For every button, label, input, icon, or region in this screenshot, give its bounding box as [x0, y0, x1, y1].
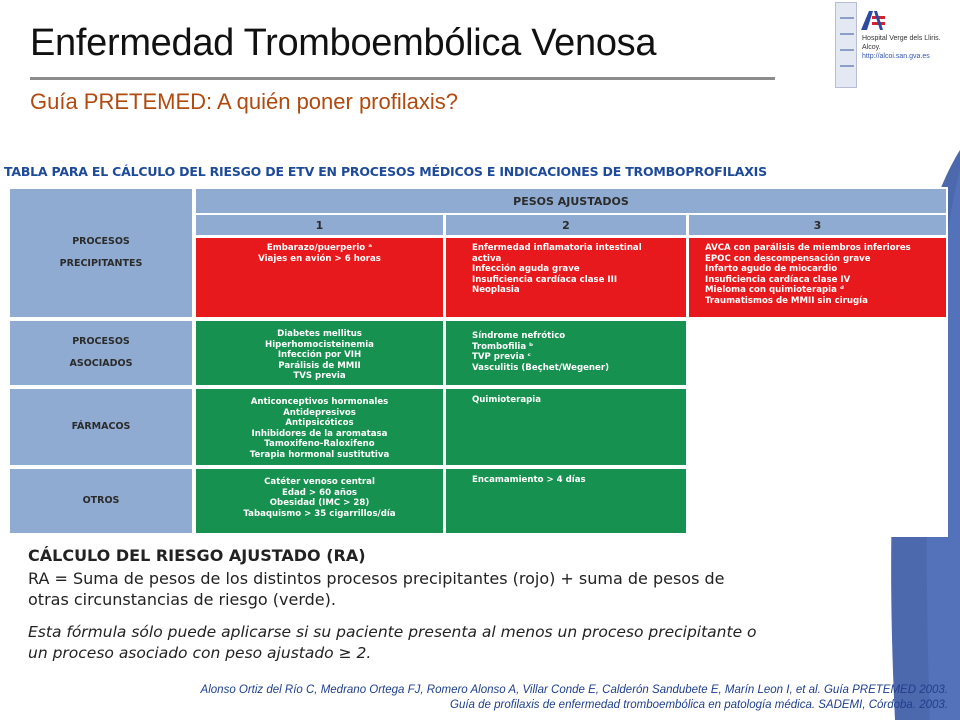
weight-3-header: 3 — [689, 215, 946, 235]
precipitantes-weight-3 — [689, 238, 946, 317]
asociados-weight-1 — [196, 321, 443, 385]
ra-title: CÁLCULO DEL RIESGO AJUSTADO (RA) — [28, 546, 366, 565]
farmacos-weight-2 — [446, 389, 686, 465]
logo-url: http://alcoi.san.gva.es — [862, 53, 930, 60]
logo-text — [862, 34, 941, 61]
page-subtitle: Guía PRETEMED: A quién poner profilaxis? — [30, 89, 458, 114]
otros-weight-2 — [446, 469, 686, 533]
precipitantes-weight-1 — [196, 238, 443, 317]
cell-text: Encamamiento > 4 días — [472, 475, 586, 485]
hospital-logo-icon — [860, 8, 886, 32]
cell-text: Quimioterapia — [472, 395, 542, 405]
cell-text: Embarazo/puerperio ᵃ Viajes en avión > 6 horas — [258, 243, 381, 264]
weight-2-header: 2 — [446, 215, 686, 235]
row-label-farmacos: FÁRMACOS — [10, 389, 192, 465]
row-label-precipitantes: PROCESOS PRECIPITANTES — [10, 189, 192, 317]
page-title: Enfermedad Tromboembólica Venosa — [30, 22, 657, 64]
cell-text: Síndrome nefrótico Trombofilia ᵇ TVP previa ᶜ Vasculitis (Beçhet/Wegener) — [472, 331, 610, 373]
cell-text: Diabetes mellitus Hiperhomocisteinemia Infección por VIH Parálisis de MMII TVS previa — [265, 329, 374, 381]
risk-table — [8, 187, 948, 537]
weight-1-header: 1 — [196, 215, 443, 235]
farmacos-weight-1 — [196, 389, 443, 465]
cell-text: Catéter venoso central Edad > 60 años Obesidad (IMC > 28) Tabaquismo > 35 cigarrillos/día — [243, 477, 396, 519]
citation: Alonso Ortiz del Río C, Medrano Ortega FJ, Romero Alonso A, Villar Conde E, Calderón Sandubete E, Marín Leon I, et al. Guía PRETEMED 2003. Guía de profilaxis de enfermedad tromboembólica en patología médica. SADEMI, Córdoba. 2003. — [200, 684, 948, 711]
title-divider — [30, 77, 775, 80]
logo-line-1: Hospital Verge dels Lliris. — [862, 35, 941, 42]
logo-strip — [835, 2, 857, 88]
ra-note: Esta fórmula sólo puede aplicarse si su paciente presenta al menos un proceso precipitante o un proceso asociado con peso ajustado ≥ 2. — [28, 623, 757, 662]
otros-weight-1 — [196, 469, 443, 533]
precipitantes-weight-2 — [446, 238, 686, 317]
table-title: TABLA PARA EL CÁLCULO DEL RIESGO DE ETV EN PROCESOS MÉDICOS E INDICACIONES DE TROMBOPROFILAXIS — [4, 164, 767, 179]
row-label-otros: OTROS — [10, 469, 192, 533]
cell-text: Anticonceptivos hormonales Antidepresivos Antipsicóticos Inhibidores de la aromatasa Tamoxifeno-Raloxifeno Terapia hormonal sustitutiva — [249, 397, 390, 460]
asociados-weight-2 — [446, 321, 686, 385]
ra-formula: RA = Suma de pesos de los distintos procesos precipitantes (rojo) + suma de pesos de otras circunstancias de riesgo (verde). — [28, 569, 725, 609]
cell-text: Enfermedad inflamatoria intestinal activa Infección aguda grave Insuficiencia cardíaca clase III Neoplasia — [472, 243, 642, 295]
weights-header: PESOS AJUSTADOS — [196, 189, 946, 213]
row-label-asociados: PROCESOS ASOCIADOS — [10, 321, 192, 385]
logo-line-2: Alcoy. — [862, 44, 881, 51]
cell-text: AVCA con parálisis de miembros inferiores EPOC con descompensación grave Infarto agudo de miocardio Insuficiencia cardíaca clase IV Mieloma con quimioterapia ᵈ Traumatismos de MMII sin cirugía — [705, 243, 911, 306]
